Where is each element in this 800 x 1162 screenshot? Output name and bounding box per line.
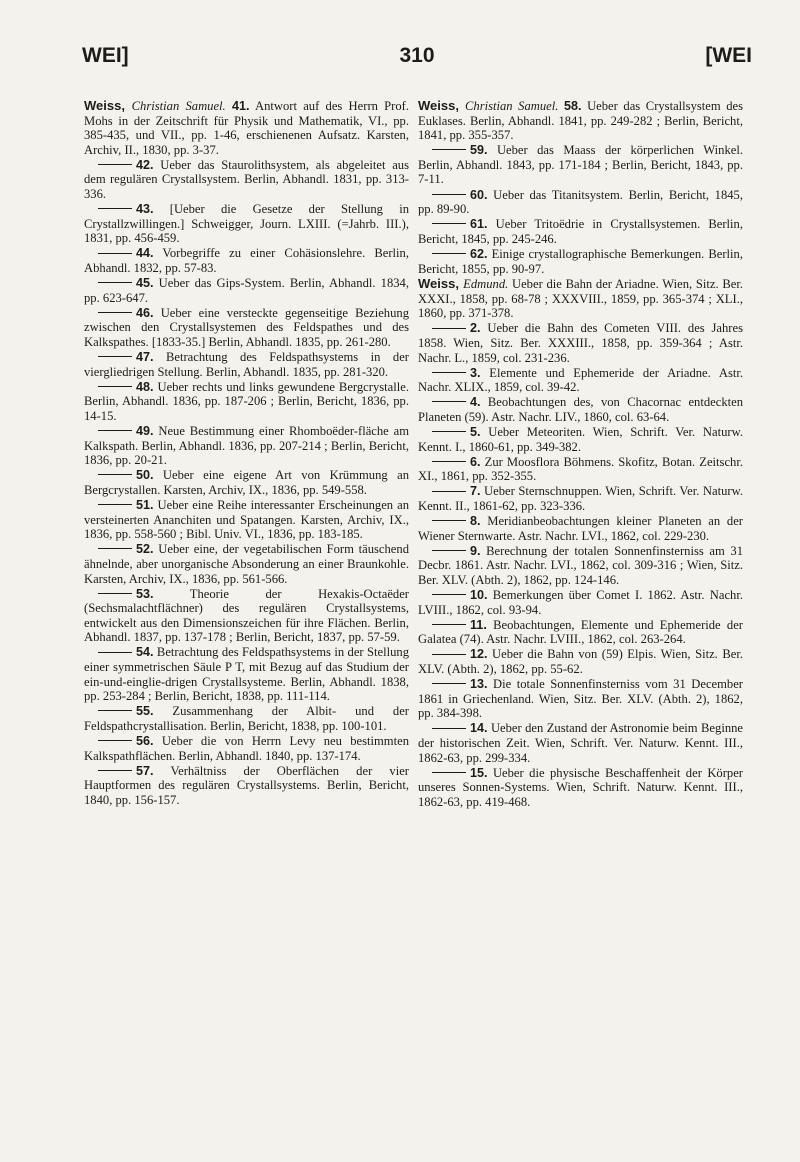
running-head-right: [WEI: [705, 44, 752, 67]
bibliography-entry: [84, 734, 409, 763]
entry-text: Meridianbeobachtungen kleiner Planeten an der Wiener Sternwarte. Astr. Nachr. LVI., 1862, col. 229-230.: [418, 514, 743, 543]
entry-text: Theorie der Hexakis-Octaëder (Sechsmalachtflächner) des regulären Crystallsystems, entwickelt aus den Dimensionszeichen für ihre Flächen. Berlin, Abhandl. 1837, pp. 137-178 ; Berlin, Bericht, 1837, pp. 57-59.: [84, 586, 409, 645]
entry-number: 10.: [470, 588, 488, 603]
entry-text: [Ueber die Gesetze der Stellung in Crystallzwillingen.] Schweigger, Journ. LXIII. (=Jahrb. III.), 1831, pp. 456-459.: [84, 202, 409, 246]
entry-number: 49.: [136, 424, 154, 439]
entry-text: Ueber eine eigene Art von Krümmung an Bergcrystallen. Karsten, Archiv, IX., 1836, pp. 549-558.: [84, 468, 409, 497]
running-head: [82, 44, 752, 74]
entry-number: 48.: [136, 379, 154, 394]
ditto-dash: [432, 772, 466, 773]
entry-number: 44.: [136, 246, 154, 261]
entry-number: 11.: [470, 617, 487, 632]
entry-text: Verhältniss der Oberflächen der vier Hauptformen des regulären Crystallsystems. Berlin, Bericht, 1840, pp. 156-157.: [84, 763, 409, 807]
running-head-left: WEI]: [82, 44, 129, 67]
bibliography-entry: [418, 188, 743, 217]
ditto-dash: [98, 208, 132, 209]
ditto-dash: [98, 504, 132, 505]
entry-number: 53.: [136, 586, 154, 601]
entry-number: 62.: [470, 246, 488, 261]
entry-number: 43.: [136, 202, 154, 217]
author-given-name: Christian Samuel.: [465, 99, 564, 113]
entry-text: Ueber eine Reihe interessanter Erscheinungen an versteinerten Ananchiten und Spatangen. Karsten, Archiv, IX., 1836, pp. 558-560 ; Bibl. Univ. VI., 1836, pp. 183-185.: [84, 498, 409, 542]
entry-number: 42.: [136, 157, 154, 172]
bibliography-entry: [418, 366, 743, 395]
bibliography-entry: [84, 424, 409, 468]
entry-text: Ueber die von Herrn Levy neu bestimmten Kalkspathflächen. Berlin, Abhandl. 1840, pp. 137-174.: [84, 734, 409, 763]
bibliography-entry: [84, 498, 409, 542]
entry-number: 15.: [470, 765, 488, 780]
author-surname: Weiss,: [418, 276, 464, 292]
author-surname: Weiss,: [84, 98, 132, 113]
entry-text: Ueber rechts und links gewundene Bergcrystalle. Berlin, Abhandl. 1836, pp. 187-206 ; Berlin, Bericht, 1836, pp. 14-15.: [84, 379, 409, 423]
entry-number: 59.: [470, 143, 488, 158]
entry-number: 6.: [470, 454, 481, 469]
author-given-name: Christian Samuel.: [131, 99, 232, 113]
bibliography-entry: [84, 704, 409, 733]
ditto-dash: [432, 149, 466, 150]
entry-text: Ueber das Crystallsystem des Euklases. Berlin, Abhandl. 1841, pp. 249-282 ; Berlin, Bericht, 1841, pp. 355-357.: [418, 99, 744, 143]
bibliography-entry: [418, 766, 743, 810]
page-number: 310: [399, 44, 435, 67]
entry-text: Einige crystallographische Bemerkungen. Berlin, Bericht, 1855, pp. 90-97.: [418, 246, 743, 276]
entry-text: Vorbegriffe zu einer Cohäsionslehre. Berlin, Abhandl. 1832, pp. 57-83.: [84, 246, 409, 276]
ditto-dash: [432, 372, 466, 373]
entry-number: 7.: [470, 484, 481, 499]
entry-text: Ueber die physische Beschaffenheit der Körper unseres Sonnen-Systems. Wien, Schrift. Naturw. Kennt. III., 1862-63, pp. 419-468.: [418, 765, 743, 809]
bibliography-entry: [418, 321, 743, 365]
ditto-dash: [432, 194, 466, 195]
bibliography-entry: [84, 158, 409, 202]
ditto-dash: [432, 491, 466, 492]
ditto-dash: [432, 431, 466, 432]
entry-text: Ueber das Titanitsystem. Berlin, Bericht, 1845, pp. 89-90.: [418, 187, 743, 217]
entry-number: 12.: [470, 647, 488, 662]
ditto-dash: [98, 740, 132, 741]
bibliography-entry: [84, 276, 409, 305]
left-column: [84, 98, 409, 808]
bibliography-entry: [418, 484, 743, 513]
ditto-dash: [98, 548, 132, 549]
bibliography-entry: [418, 721, 743, 765]
bibliography-entry: [84, 306, 409, 350]
ditto-dash: [98, 652, 132, 653]
entry-text: Elemente und Ephemeride der Ariadne. Astr. Nachr. XLIX., 1859, col. 39-42.: [418, 365, 743, 395]
entry-number: 5.: [470, 425, 481, 440]
ditto-dash: [432, 253, 466, 254]
ditto-dash: [98, 282, 132, 283]
entry-text: Bemerkungen über Comet I. 1862. Astr. Nachr. LVIII., 1862, col. 93-94.: [418, 588, 743, 617]
entry-number: 13.: [470, 677, 488, 692]
bibliography-entry: [418, 217, 743, 246]
entry-number: 54.: [136, 645, 154, 660]
entry-text: Ueber die Bahn des Cometen VIII. des Jahres 1858. Wien, Sitz. Ber. XXXIII., 1858, pp. 359-364 ; Astr. Nachr. L., 1859, col. 231-236.: [418, 321, 743, 365]
author-given-name: Edmund.: [463, 277, 512, 292]
ditto-dash: [98, 253, 132, 254]
entry-number: 9.: [470, 543, 481, 558]
ditto-dash: [98, 474, 132, 475]
entry-number: 8.: [470, 514, 481, 529]
entry-text: Zur Moosflora Böhmens. Skofitz, Botan. Zeitschr. XI., 1861, pp. 352-355.: [418, 454, 743, 484]
ditto-dash: [432, 654, 466, 655]
entry-text: Beobachtungen des, von Chacornac entdeckten Planeten (59). Astr. Nachr. LIV., 1860, col. 63-64.: [418, 395, 743, 424]
entry-number: 52.: [136, 542, 154, 557]
entry-text: Zusammenhang der Albit- und der Feldspathcrystallisation. Berlin, Bericht, 1838, pp. 100-101.: [84, 704, 409, 733]
bibliography-entry: [418, 99, 743, 143]
entry-number: 41.: [231, 99, 250, 113]
bibliography-entry: [418, 247, 743, 276]
entry-text: Ueber das Staurolithsystem, als abgeleitet aus dem regulären Crystallsystem. Berlin, Abhandl. 1831, pp. 313-336.: [84, 157, 409, 202]
entry-number: 46.: [136, 305, 154, 320]
ditto-dash: [432, 594, 466, 595]
bibliography-entry: [418, 425, 743, 454]
ditto-dash: [98, 356, 132, 357]
entry-text: Betrachtung des Feldspathsystems in der Stellung einer symmetrischen Säule P T, mit Bezug auf das Studium der ein-und-einglie-drigen Crystallsysteme. Berlin, Abhandl. 1838, pp. 253-284 ; Berlin, Bericht, 1838, pp. 111-114.: [84, 645, 409, 704]
entry-number: 50.: [136, 468, 154, 483]
bibliography-entry: [418, 514, 743, 543]
bibliography-entry: [84, 202, 409, 246]
entry-number: 4.: [470, 395, 481, 410]
ditto-dash: [98, 312, 132, 313]
entry-text: Beobachtungen, Elemente und Ephemeride der Galatea (74). Astr. Nachr. LVIII., 1862, col. 263-264.: [418, 617, 743, 647]
bibliography-entry: [418, 618, 743, 647]
ditto-dash: [432, 550, 466, 551]
bibliography-entry: [84, 380, 409, 424]
bibliography-entry: [84, 587, 409, 645]
entry-number: 47.: [136, 350, 154, 365]
author-surname: Weiss,: [418, 98, 465, 113]
ditto-dash: [432, 461, 466, 462]
ditto-dash: [98, 593, 132, 594]
ditto-dash: [432, 328, 466, 329]
entry-number: 61.: [470, 217, 488, 232]
bibliography-entry: [418, 677, 743, 721]
entry-text: Ueber eine, der vegetabilischen Form täuschend ähnelnde, aber unorganische Absonderung an einer Braunkohle. Karsten, Archiv, IX., 1836, pp. 561-566.: [84, 542, 409, 586]
bibliography-entry: [418, 647, 743, 676]
bibliography-entry: [84, 99, 409, 157]
bibliography-entry: [84, 246, 409, 275]
ditto-dash: [98, 430, 132, 431]
entry-number: 58.: [563, 99, 582, 113]
bibliography-entry: [418, 277, 743, 321]
ditto-dash: [98, 386, 132, 387]
entry-number: 51.: [136, 498, 154, 513]
ditto-dash: [98, 710, 132, 711]
entry-number: 14.: [470, 721, 488, 736]
bibliography-entry: [84, 468, 409, 497]
entry-text: Ueber Sternschnuppen. Wien, Schrift. Ver. Naturw. Kennt. II., 1861-62, pp. 323-336.: [418, 484, 743, 514]
entry-text: Neue Bestimmung einer Rhomboëder-fläche am Kalkspath. Berlin, Abhandl. 1836, pp. 207-214 ; Berlin, Bericht, 1836, pp. 20-21.: [84, 424, 409, 468]
bibliography-entry: [418, 588, 743, 617]
ditto-dash: [98, 770, 132, 771]
entry-text: Ueber den Zustand der Astronomie beim Beginne der historischen Zeit. Wien, Schrift. Ver. Naturw. Kennt. III., 1862-63, pp. 299-334.: [418, 721, 743, 765]
right-column: [418, 98, 743, 810]
entry-text: Ueber Tritoëdrie in Crystallsystemen. Berlin, Bericht, 1845, pp. 245-246.: [418, 217, 743, 246]
entry-text: Betrachtung des Feldspathsystems in der viergliedrigen Stellung. Berlin, Abhandl. 1835, pp. 281-320.: [84, 350, 409, 379]
entry-number: 56.: [136, 734, 154, 749]
bibliography-entry: [84, 542, 409, 586]
entry-text: Ueber die Bahn der Ariadne. Wien, Sitz. Ber. XXXI., 1858, pp. 68-78 ; XXXVIII., 1859, pp. 365-374 ; XLI., 1860, pp. 371-378.: [418, 277, 743, 321]
entry-text: Die totale Sonnenfinsterniss vom 31 December 1861 in Griechenland. Wien, Sitz. Ber. XLV. (Abth. 2), 1862, pp. 384-398.: [418, 677, 743, 721]
entry-number: 2.: [470, 321, 481, 336]
entry-text: Ueber das Gips-System. Berlin, Abhandl. 1834, pp. 623-647.: [84, 276, 409, 305]
entry-number: 55.: [136, 704, 154, 719]
entry-text: Berechnung der totalen Sonnenfinsterniss am 31 Decbr. 1861. Astr. Nachr. LVI., 1862, col. 309-316 ; Wien, Sitz. Ber. XLV. (Abth. 2), 1862, pp. 124-146.: [418, 543, 743, 587]
ditto-dash: [432, 683, 466, 684]
bibliography-entry: [418, 395, 743, 424]
ditto-dash: [432, 624, 466, 625]
ditto-dash: [432, 223, 466, 224]
entry-number: 57.: [136, 763, 154, 778]
bibliography-entry: [418, 143, 743, 187]
entry-number: 60.: [470, 187, 488, 202]
ditto-dash: [98, 164, 132, 165]
ditto-dash: [432, 520, 466, 521]
bibliography-entry: [418, 544, 743, 588]
entry-text: Ueber die Bahn von (59) Elpis. Wien, Sitz. Ber. XLV. (Abth. 2), 1862, pp. 55-62.: [418, 647, 743, 677]
ditto-dash: [432, 401, 466, 402]
bibliography-entry: [84, 645, 409, 703]
bibliography-entry: [84, 350, 409, 379]
bibliography-entry: [84, 764, 409, 808]
entry-text: Ueber das Maass der körperlichen Winkel. Berlin, Abhandl. 1843, pp. 171-184 ; Berlin, Bericht, 1843, pp. 7-11.: [418, 143, 743, 187]
entry-text: Ueber eine versteckte gegenseitige Beziehung zwischen den Crystallsystemen des Feldspathes und des Kalkspathes. [1833-35.] Berlin, Abhandl. 1835, pp. 261-280.: [84, 305, 409, 349]
entry-number: 3.: [470, 365, 481, 380]
entry-text: Ueber Meteoriten. Wien, Schrift. Ver. Naturw. Kennt. I., 1860-61, pp. 349-382.: [418, 425, 743, 454]
entry-text: Antwort auf des Herrn Prof. Mohs in der Zeitschrift für Physik und Mathematik, VI., pp. 385-435, und VII., pp. 1-46, erschienenen Aufsatz. Karsten, Archiv, II., 1830, pp. 3-37.: [84, 99, 410, 157]
entry-number: 45.: [136, 276, 154, 291]
bibliography-entry: [418, 455, 743, 484]
ditto-dash: [432, 728, 466, 729]
